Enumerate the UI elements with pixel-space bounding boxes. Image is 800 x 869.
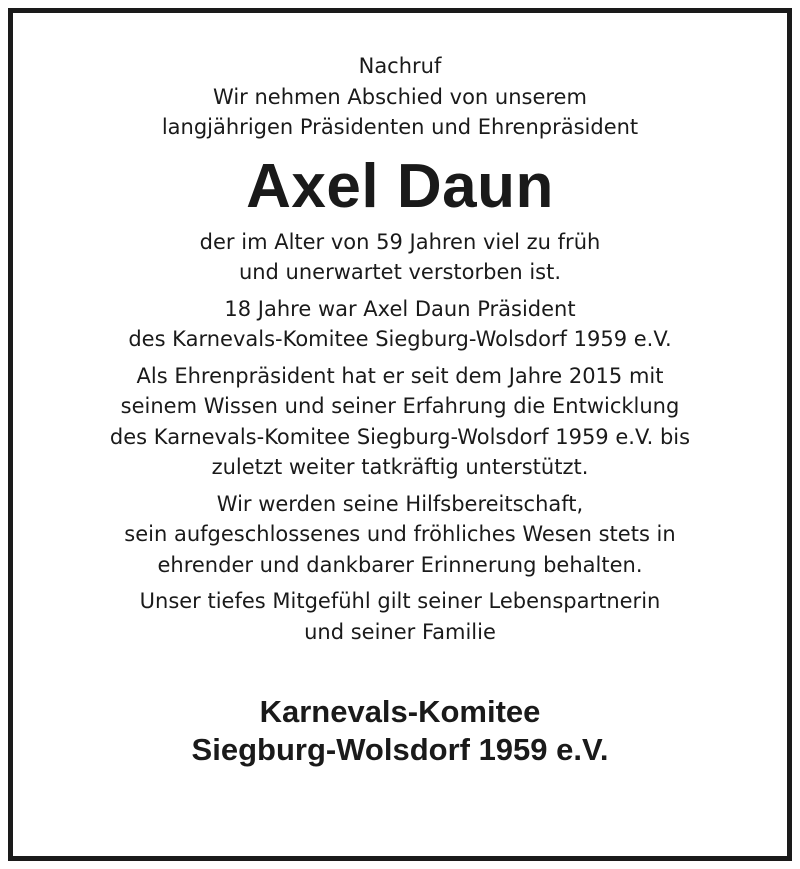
obituary-content — [13, 51, 787, 769]
text-line: ehrender und dankbarer Erinnerung behalten. — [157, 552, 643, 577]
paragraph-condolence — [13, 586, 787, 647]
text-line: und seiner Familie — [304, 619, 496, 644]
text-line: Als Ehrenpräsident hat er seit dem Jahre 2015 mit — [136, 363, 664, 388]
text-line: und unerwartet verstorben ist. — [238, 260, 562, 284]
text-line: 18 Jahre war Axel Daun Präsident — [224, 296, 576, 321]
obituary-title: Nachruf — [358, 54, 442, 78]
paragraph-memory — [13, 489, 787, 581]
text-line: des Karnevals-Komitee Siegburg-Wolsdorf 1959 e.V. — [128, 327, 672, 351]
text-line: Unser tiefes Mitgefühl gilt seiner Lebenspartnerin — [139, 589, 661, 613]
signature-line: Karnevals-Komitee — [259, 694, 541, 729]
text-line: Wir werden seine Hilfsbereitschaft, — [216, 491, 584, 516]
paragraph-presidency — [13, 294, 787, 355]
signature-block — [13, 693, 787, 769]
intro-line: langjährigen Präsidenten und Ehrenpräsident — [161, 115, 639, 139]
text-line: der im Alter von 59 Jahren viel zu früh — [199, 229, 601, 254]
paragraph-honorary — [13, 361, 787, 483]
signature-line: Siegburg-Wolsdorf 1959 e.V. — [191, 732, 609, 767]
text-line: des Karnevals-Komitee Siegburg-Wolsdorf 1959 e.V. bis — [109, 424, 691, 449]
paragraph-age — [13, 227, 787, 288]
deceased-name: Axel Daun — [246, 151, 554, 221]
text-line: sein aufgeschlossenes und fröhliches Wesen stets in — [124, 522, 676, 546]
text-line: seinem Wissen und seiner Erfahrung die Entwicklung — [120, 394, 680, 418]
text-line: zuletzt weiter tatkräftig unterstützt. — [211, 455, 589, 479]
header-block — [13, 51, 787, 143]
obituary-frame — [8, 8, 792, 861]
intro-line: Wir nehmen Abschied von unserem — [213, 84, 587, 109]
